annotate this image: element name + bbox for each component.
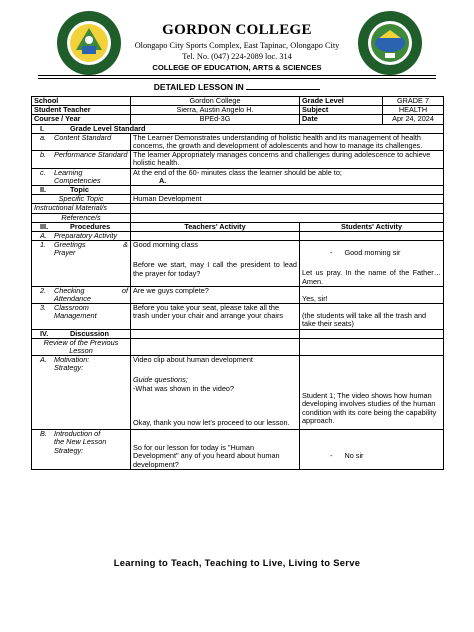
bullet-dash: - xyxy=(330,451,333,461)
section-title: Grade Level Standard xyxy=(70,123,146,133)
references-label: Reference/s xyxy=(32,213,131,222)
review-previous-lesson-label: Review of the Previous Lesson xyxy=(32,338,131,355)
empty-cell xyxy=(300,338,444,355)
section-heading-row xyxy=(32,124,444,133)
label-word: Checking xyxy=(54,285,85,295)
item-letter: a. xyxy=(40,132,47,142)
lesson-title-text: DETAILED LESSON IN xyxy=(153,82,244,92)
lesson-title xyxy=(0,82,474,92)
date-label: Date xyxy=(300,115,383,124)
competency-item: A. xyxy=(159,175,167,185)
learning-competencies-text xyxy=(131,168,444,185)
item-letter: B. xyxy=(40,429,47,439)
header-divider xyxy=(38,75,436,76)
item-label: Learning Competencies xyxy=(54,167,101,185)
classroom-management-label xyxy=(32,304,131,329)
competency-intro: At the end of the 60- minutes class the learner should be able to; xyxy=(133,167,342,177)
student-line: Let us pray. In the name of the Father… Amen. xyxy=(302,268,441,286)
section-title: Topic xyxy=(70,185,89,195)
student-teacher-value: Sierra, Austin Angelo H. xyxy=(131,106,300,115)
teacher-line: Good morning class xyxy=(133,240,198,250)
address-line: Olongapo City Sports Complex, East Tapinac, Olongapo City xyxy=(134,41,340,50)
student-line: (the students will take all the trash and take their seats) xyxy=(302,311,427,329)
empty-cell xyxy=(131,204,444,213)
table-row xyxy=(32,213,444,222)
date-value: Apr 24, 2024 xyxy=(383,115,444,124)
section-title: Discussion xyxy=(70,328,109,338)
telephone-line: Tel. No. (047) 224-2089 loc. 314 xyxy=(182,52,292,61)
section-numeral: IV. xyxy=(40,328,49,338)
item-label xyxy=(54,241,128,257)
section-numeral: III. xyxy=(40,221,49,231)
grade-level-value: GRADE 7 xyxy=(383,97,444,106)
teacher-line: Video clip about human development xyxy=(133,355,253,365)
instructional-materials-label: Instructional Material/s xyxy=(32,204,131,213)
teachers-activity-header: Teachers' Activity xyxy=(131,222,300,231)
introduction-student-activity xyxy=(300,430,444,470)
greetings-prayer-label xyxy=(32,241,131,287)
item-number: 1. xyxy=(40,240,47,250)
empty-cell xyxy=(300,232,444,241)
specific-topic-label: Specific Topic xyxy=(32,195,131,204)
motivation-strategy-label xyxy=(32,356,131,430)
department-name: COLLEGE OF EDUCATION, ARTS & SCIENCES xyxy=(152,63,322,72)
empty-cell xyxy=(131,213,444,222)
item-letter: c. xyxy=(40,167,46,177)
subject-label: Subject xyxy=(300,106,383,115)
teacher-line: Guide questions; xyxy=(133,375,188,385)
table-row xyxy=(32,304,444,329)
teacher-line: Before we start, may I call the president to lead the prayer for today? xyxy=(133,260,297,278)
student-teacher-label: Student Teacher xyxy=(32,106,131,115)
label-word: & xyxy=(123,240,128,250)
student-line: Student 1; The video shows how human developing involves studies of the human condition with its core being the capability approach. xyxy=(302,391,437,425)
motivation-teacher-activity xyxy=(131,356,300,430)
table-row xyxy=(32,232,444,241)
teacher-line: So for our lesson for today is "Human Development" any of you heard about human development? xyxy=(133,443,280,469)
item-letter: A. xyxy=(40,231,47,241)
item-number: 3. xyxy=(40,303,47,313)
section-heading-row xyxy=(32,329,444,338)
student-line: No sir xyxy=(344,451,364,461)
student-line: Good morning sir xyxy=(344,248,401,258)
label-word: Greetings xyxy=(54,240,86,250)
item-label: Motivation: Strategy: xyxy=(54,355,90,373)
introduction-new-lesson-label xyxy=(32,430,131,470)
performance-standard-text: The learner Appropriately manages concerns and challenges during adolescence to achieve holistic health. xyxy=(131,151,444,168)
label-word: Attendance xyxy=(54,294,91,304)
teacher-line: -What was shown in the video? xyxy=(133,383,234,393)
checking-student-activity xyxy=(300,286,444,303)
student-line: Yes, sir! xyxy=(302,293,328,303)
college-name: GORDON COLLEGE xyxy=(162,22,312,38)
item-letter: A. xyxy=(40,355,47,365)
grade-level-label: Grade Level xyxy=(300,97,383,106)
lesson-plan-table xyxy=(31,96,444,470)
table-row xyxy=(32,151,444,168)
section-numeral: I. xyxy=(40,123,45,133)
section-numeral: II. xyxy=(40,185,47,195)
motivation-student-activity xyxy=(300,356,444,430)
table-row xyxy=(32,356,444,430)
section-title: Procedures xyxy=(70,221,111,231)
empty-cell xyxy=(131,329,300,338)
greetings-student-activity xyxy=(300,241,444,287)
content-standard-text: The Learner Demonstrates understanding of holistic health and its management of health concerns, the growth and development of adolescents and how to manage its challenges. xyxy=(131,133,444,150)
school-value: Gordon College xyxy=(131,97,300,106)
item-label: Content Standard xyxy=(54,132,112,142)
bullet-dash: - xyxy=(330,248,333,258)
classroom-student-activity xyxy=(300,304,444,329)
greetings-teacher-activity xyxy=(131,241,300,287)
table-row xyxy=(32,168,444,185)
item-label: Classroom Management xyxy=(54,303,97,321)
table-row xyxy=(32,338,444,355)
header-divider xyxy=(38,78,436,79)
table-row xyxy=(32,115,444,124)
checking-attendance-label xyxy=(32,286,131,303)
table-row xyxy=(32,133,444,150)
school-label: School xyxy=(32,97,131,106)
empty-cell xyxy=(131,338,300,355)
course-year-label: Course / Year xyxy=(32,115,131,124)
table-row xyxy=(32,204,444,213)
item-label: Preparatory Activity xyxy=(54,231,117,241)
grade-level-standard-heading xyxy=(32,124,444,133)
discussion-heading xyxy=(32,329,131,338)
content-standard-label xyxy=(32,133,131,150)
item-letter: b. xyxy=(40,150,47,160)
empty-cell xyxy=(300,329,444,338)
table-row xyxy=(32,430,444,470)
subject-value: HEALTH xyxy=(383,106,444,115)
course-year-value: BPEd-3G xyxy=(131,115,300,124)
table-row xyxy=(32,286,444,303)
label-word: of xyxy=(121,285,128,295)
item-number: 2. xyxy=(40,285,47,295)
college-motto: Learning to Teach, Teaching to Live, Living to Serve xyxy=(113,557,361,568)
item-label: Performance Standard xyxy=(54,150,128,160)
letterhead xyxy=(0,0,474,82)
classroom-teacher-activity: Before you take your seat, please take all the trash under your chair and arrange your chairs xyxy=(131,304,300,329)
table-row xyxy=(32,241,444,287)
item-label xyxy=(54,287,128,303)
specific-topic-value: Human Development xyxy=(131,195,444,204)
checking-teacher-activity: Are we guys complete? xyxy=(131,286,300,303)
lesson-subject-blank xyxy=(246,82,320,90)
performance-standard-label xyxy=(32,151,131,168)
introduction-teacher-activity xyxy=(131,430,300,470)
students-activity-header: Students' Activity xyxy=(300,222,444,231)
teacher-line: Okay, thank you now let's proceed to our lesson. xyxy=(133,417,290,427)
item-label: Introduction of the New Lesson Strategy: xyxy=(54,429,107,455)
label-word: Prayer xyxy=(54,248,76,258)
table-row xyxy=(32,106,444,115)
learning-competencies-label xyxy=(32,168,131,185)
